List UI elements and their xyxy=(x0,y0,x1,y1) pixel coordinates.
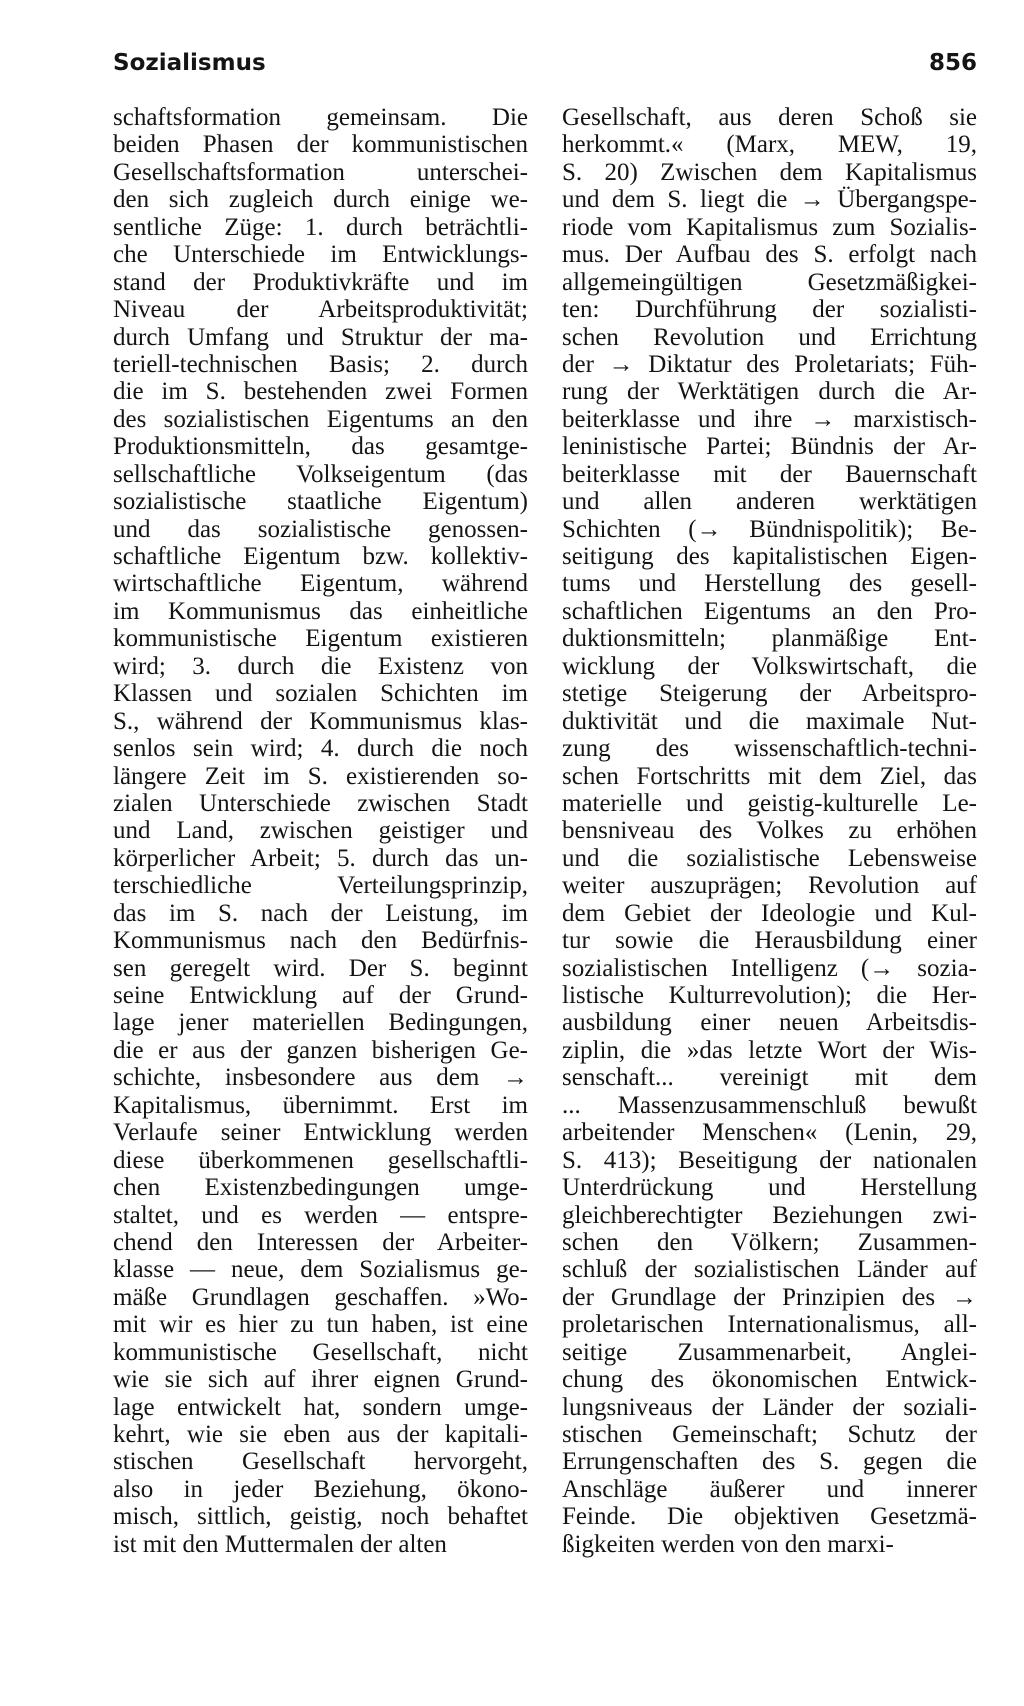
text-line: Kapitalismus, übernimmt. Erst im xyxy=(113,1091,528,1119)
text-line: und dem S. liegt die → Übergangspe- xyxy=(562,186,977,214)
text-line: lage entwickelt hat, sondern umge- xyxy=(113,1393,528,1421)
text-line: leninistische Partei; Bündnis der Ar- xyxy=(562,433,977,461)
text-line: ßigkeiten werden von den marxi- xyxy=(562,1530,894,1558)
text-line: staltet, und es werden — entspre- xyxy=(113,1201,528,1229)
text-line: lungsniveaus der Länder der soziali- xyxy=(562,1393,977,1421)
text-line: chung des ökonomischen Entwick- xyxy=(562,1366,977,1394)
text-line: sozialistische staatliche Eigentum) xyxy=(113,488,528,516)
text-line: stand der Produktivkräfte und im xyxy=(113,268,528,296)
text-line: Gesellschaft, aus deren Schoß sie xyxy=(562,104,977,131)
text-line: schaftliche Eigentum bzw. kollektiv- xyxy=(113,543,528,570)
text-line: kommunistische Eigentum existieren xyxy=(113,625,528,653)
page-number: 856 xyxy=(928,50,977,76)
text-line: Unterdrückung und Herstellung xyxy=(562,1174,977,1202)
text-line: terschiedliche Verteilungsprinzip, xyxy=(113,872,528,900)
text-line: sen geregelt wird. Der S. beginnt xyxy=(113,954,528,982)
text-line: ten: Durchführung der sozialisti- xyxy=(562,296,977,324)
text-line: die im S. bestehenden zwei Formen xyxy=(113,378,528,406)
text-line: den sich zugleich durch einige we- xyxy=(113,186,528,214)
text-line: Produktionsmitteln, das gesamtge- xyxy=(113,433,528,461)
text-line: zialen Unterschiede zwischen Stadt xyxy=(113,789,528,817)
text-line: dem Gebiet der Ideologie und Kul- xyxy=(562,899,977,927)
text-line: teriell-technischen Basis; 2. durch xyxy=(113,350,528,378)
text-line: Errungenschaften des S. gegen die xyxy=(562,1448,977,1476)
text-line: riode vom Kapitalismus zum Sozialis- xyxy=(562,213,977,241)
text-line: durch Umfang und Struktur der ma- xyxy=(113,323,528,351)
text-line: das im S. nach der Leistung, im xyxy=(113,899,528,927)
text-line: und die sozialistische Lebensweise xyxy=(562,844,977,872)
text-line: schen Revolution und Errichtung xyxy=(562,323,977,351)
text-line: S. 20) Zwischen dem Kapitalismus xyxy=(562,158,977,186)
text-line: beiterklasse und ihre → marxistisch- xyxy=(562,405,977,433)
text-line: Feinde. Die objektiven Gesetzmä- xyxy=(562,1503,977,1531)
text-line: stischen Gesellschaft hervorgeht, xyxy=(113,1448,528,1476)
text-line: zung des wissenschaftlich-techni- xyxy=(562,735,977,763)
text-line: der Grundlage der Prinzipien des → xyxy=(562,1283,977,1311)
text-line: Verlaufe seiner Entwicklung werden xyxy=(113,1119,528,1147)
text-line: sentliche Züge: 1. durch beträchtli- xyxy=(113,213,528,241)
text-line: Niveau der Arbeitsproduktivität; xyxy=(113,296,528,324)
text-line: schluß der sozialistischen Länder auf xyxy=(562,1256,977,1284)
text-line: wirtschaftliche Eigentum, während xyxy=(113,570,528,598)
text-line: wird; 3. durch die Existenz von xyxy=(113,652,528,680)
text-line: diese überkommenen gesellschaftli- xyxy=(113,1146,528,1174)
text-line: stetige Steigerung der Arbeitspro- xyxy=(562,680,977,708)
text-line: beiterklasse mit der Bauernschaft xyxy=(562,460,977,488)
text-line: Gesellschaftsformation unterschei- xyxy=(113,158,528,186)
page-header xyxy=(113,50,977,84)
text-line: gleichberechtigter Beziehungen zwi- xyxy=(562,1201,977,1229)
text-line: schaftlichen Eigentums an den Pro- xyxy=(562,597,977,625)
text-line: bensniveau des Volkes zu erhöhen xyxy=(562,817,977,845)
text-line: also in jeder Beziehung, ökono- xyxy=(113,1475,528,1503)
text-line: misch, sittlich, geistig, noch behaftet xyxy=(113,1503,528,1531)
text-line: ist mit den Muttermalen der alten xyxy=(113,1530,447,1558)
text-column-right xyxy=(562,104,977,1558)
text-line: klasse — neue, dem Sozialismus ge- xyxy=(113,1256,528,1284)
text-line: Kommunismus nach den Bedürfnis- xyxy=(113,927,528,955)
text-line: seitigung des kapitalistischen Eigen- xyxy=(562,543,977,570)
text-line: herkommt.« (Marx, MEW, 19, xyxy=(562,131,977,159)
text-line: sozialistischen Intelligenz (→ sozia- xyxy=(562,954,977,982)
text-line: schen den Völkern; Zusammen- xyxy=(562,1228,977,1256)
text-line: listische Kulturrevolution); die Her- xyxy=(562,982,977,1009)
text-line: sellschaftliche Volkseigentum (das xyxy=(113,460,528,488)
text-line: ... Massenzusammenschluß bewußt xyxy=(562,1091,977,1119)
text-line: seitige Zusammenarbeit, Anglei- xyxy=(562,1338,977,1366)
text-line: proletarischen Internationalismus, all- xyxy=(562,1311,977,1339)
text-line: schaftsformation gemeinsam. Die xyxy=(113,104,528,131)
text-line: tums und Herstellung des gesell- xyxy=(562,570,977,598)
text-line: senschaft... vereinigt mit dem xyxy=(562,1064,977,1092)
text-line: im Kommunismus das einheitliche xyxy=(113,597,528,625)
text-line: schichte, insbesondere aus dem → xyxy=(113,1064,528,1092)
text-line: stischen Gemeinschaft; Schutz der xyxy=(562,1421,977,1448)
text-line: S. 413); Beseitigung der nationalen xyxy=(562,1146,977,1174)
text-line: kommunistische Gesellschaft, nicht xyxy=(113,1338,528,1366)
text-line: Schichten (→ Bündnispolitik); Be- xyxy=(562,515,977,543)
text-line: Anschläge äußerer und innerer xyxy=(562,1475,977,1503)
text-line: duktionsmitteln; planmäßige Ent- xyxy=(562,625,977,653)
text-line: mus. Der Aufbau des S. erfolgt nach xyxy=(562,241,977,269)
text-line: lage jener materiellen Bedingungen, xyxy=(113,1009,528,1037)
text-line: tur sowie die Herausbildung einer xyxy=(562,927,977,955)
text-line: der → Diktatur des Proletariats; Füh- xyxy=(562,350,977,378)
text-line: die er aus der ganzen bisherigen Ge- xyxy=(113,1036,528,1064)
text-line: beiden Phasen der kommunistischen xyxy=(113,131,528,159)
text-line: und das sozialistische genossen- xyxy=(113,515,528,543)
text-line: ausbildung einer neuen Arbeitsdis- xyxy=(562,1009,977,1037)
text-line: allgemeingültigen Gesetzmäßigkei- xyxy=(562,268,977,296)
text-line: körperlicher Arbeit; 5. durch das un- xyxy=(113,844,528,872)
text-line: wie sie sich auf ihrer eignen Grund- xyxy=(113,1366,528,1394)
text-column-left xyxy=(113,104,528,1558)
text-line: senlos sein wird; 4. durch die noch xyxy=(113,735,528,763)
text-line: duktivität und die maximale Nut- xyxy=(562,707,977,735)
text-line: materielle und geistig-kulturelle Le- xyxy=(562,789,977,817)
text-line: rung der Werktätigen durch die Ar- xyxy=(562,378,977,406)
text-line: mit wir es hier zu tun haben, ist eine xyxy=(113,1311,528,1339)
text-line: und allen anderen werktätigen xyxy=(562,488,977,516)
text-line: chen Existenzbedingungen umge- xyxy=(113,1174,528,1202)
text-line: chend den Interessen der Arbeiter- xyxy=(113,1228,528,1256)
text-line: che Unterschiede im Entwicklungs- xyxy=(113,241,528,269)
text-line: arbeitender Menschen« (Lenin, 29, xyxy=(562,1119,977,1147)
text-line: wicklung der Volkswirtschaft, die xyxy=(562,652,977,680)
text-line: mäße Grundlagen geschaffen. »Wo- xyxy=(113,1283,528,1311)
text-line: schen Fortschritts mit dem Ziel, das xyxy=(562,762,977,790)
text-line: kehrt, wie sie eben aus der kapitali- xyxy=(113,1421,528,1448)
text-line: seine Entwicklung auf der Grund- xyxy=(113,982,528,1009)
text-line: S., während der Kommunismus klas- xyxy=(113,707,528,735)
text-line: ziplin, die »das letzte Wort der Wis- xyxy=(562,1036,977,1064)
text-line: längere Zeit im S. existierenden so- xyxy=(113,762,528,790)
running-head-title: Sozialismus xyxy=(113,50,266,76)
text-line: weiter auszuprägen; Revolution auf xyxy=(562,872,977,900)
text-line: Klassen und sozialen Schichten im xyxy=(113,680,528,708)
text-line: des sozialistischen Eigentums an den xyxy=(113,405,528,433)
text-line: und Land, zwischen geistiger und xyxy=(113,817,528,845)
